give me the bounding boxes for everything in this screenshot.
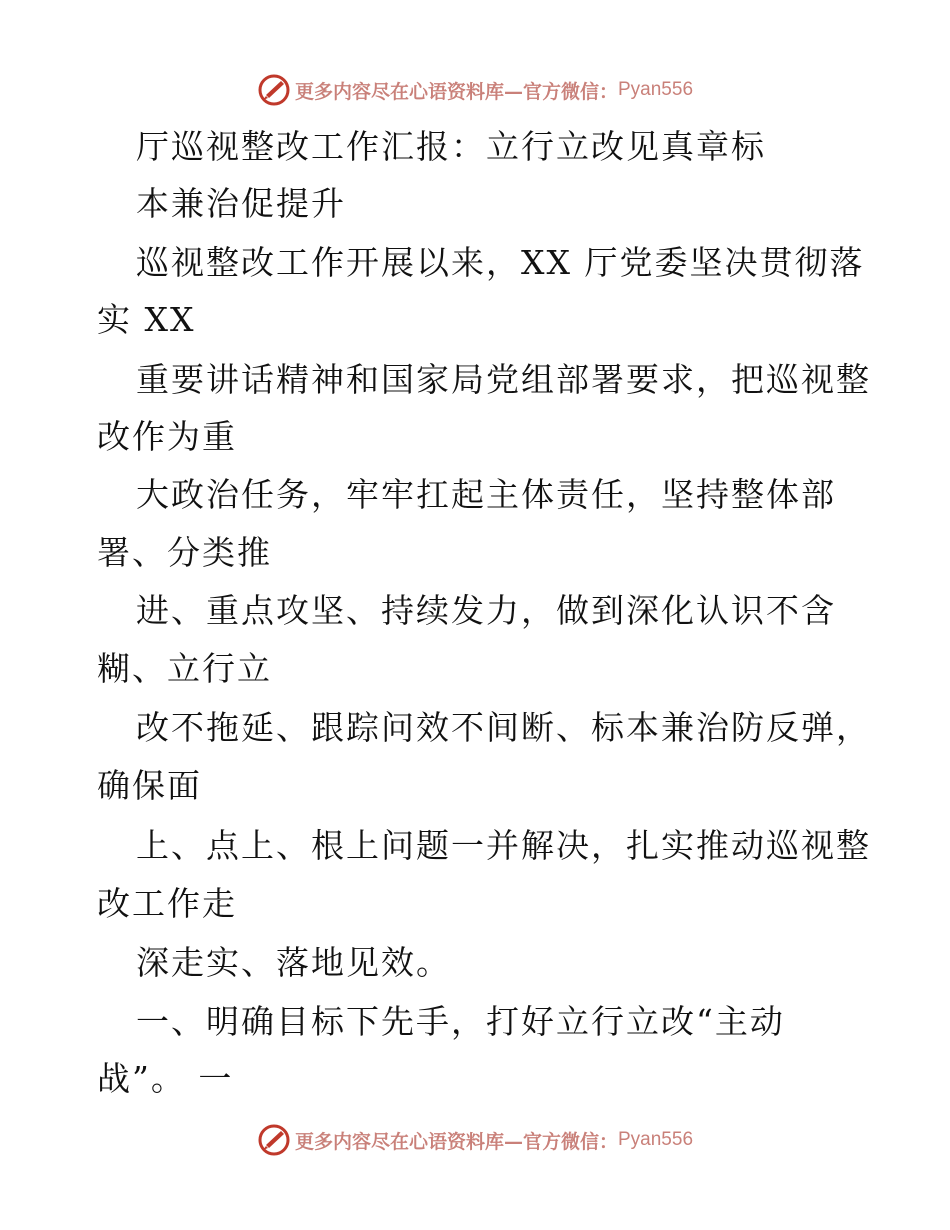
doc-line: 重要讲话精神和国家局党组部署要求，把巡视整: [136, 360, 871, 399]
section-heading-1: 一、明确目标下先手，打好立行立改“主动: [136, 1002, 785, 1041]
doc-line: 巡视整改工作开展以来，XX 厅党委坚决贯彻落: [136, 243, 865, 282]
watermark-wechat-id: Pyan556: [618, 79, 694, 100]
doc-line: 实 XX: [97, 300, 196, 339]
doc-line: 深走实、落地见效。: [136, 943, 451, 982]
watermark-wechat-id: Pyan556: [618, 1129, 694, 1150]
watermark-text: 更多内容尽在心语资料库—官方微信：: [294, 1130, 618, 1153]
doc-line: 署、分类推: [97, 533, 272, 572]
doc-line: 战”。 一: [97, 1059, 234, 1098]
watermark-text: 更多内容尽在心语资料库—官方微信：: [294, 80, 618, 103]
doc-title-line-2: 本兼治促提升: [136, 184, 346, 223]
doc-line: 确保面: [97, 766, 202, 805]
doc-line: 上、点上、根上问题一并解决，扎实推动巡视整: [136, 826, 871, 865]
doc-line: 改工作走: [97, 884, 237, 923]
doc-title-line-1: 厅巡视整改工作汇报：立行立改见真章标: [136, 127, 766, 166]
doc-line: 改作为重: [97, 417, 237, 456]
watermark-banner-bottom: [0, 1118, 950, 1162]
doc-line: 进、重点攻坚、持续发力，做到深化认识不含: [136, 591, 836, 630]
doc-line: 大政治任务，牢牢扛起主体责任，坚持整体部: [136, 475, 836, 514]
doc-line: 糊、立行立: [97, 649, 272, 688]
doc-line: 改不拖延、跟踪问效不间断、标本兼治防反弹，: [136, 708, 871, 747]
watermark-logo-icon: [257, 1123, 291, 1157]
